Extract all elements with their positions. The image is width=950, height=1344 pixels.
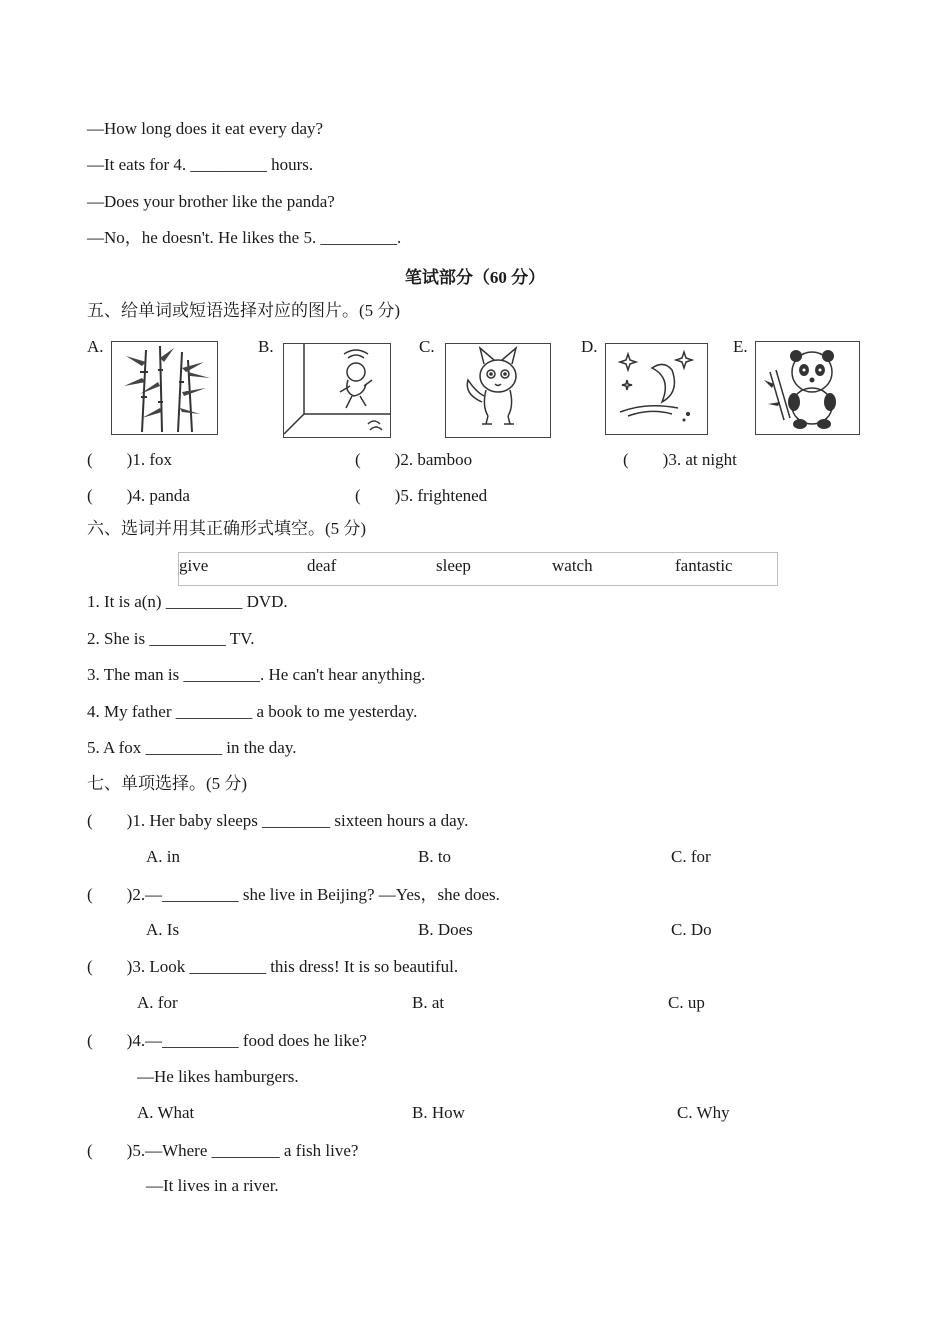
moon-icon bbox=[606, 344, 707, 434]
section6-question-5: 5. A fox _________ in the day. bbox=[87, 738, 297, 757]
frightened-child-icon bbox=[284, 344, 390, 437]
written-part-title: 笔试部分（60 分） bbox=[404, 268, 546, 287]
section5-title: 五、给单词或短语选择对应的图片。(5 分) bbox=[87, 301, 401, 320]
picture-label-e: E. bbox=[733, 337, 748, 356]
q5-answer-line: —It lives in a river. bbox=[146, 1176, 279, 1195]
dialogue-line-2: —It eats for 4. _________ hours. bbox=[87, 155, 314, 174]
section7-question-5: ( )5.—Where ________ a fish live? bbox=[87, 1141, 359, 1160]
picture-label-a: A. bbox=[87, 337, 104, 356]
q3-option-b: B. at bbox=[412, 993, 445, 1012]
word-bank-word: sleep bbox=[436, 556, 471, 575]
q3-option-a: A. for bbox=[137, 993, 178, 1012]
section5-item-4: ( )4. panda bbox=[87, 486, 190, 505]
bamboo-picture bbox=[111, 341, 218, 435]
section5-item-3: ( )3. at night bbox=[623, 450, 737, 469]
frightened-child-picture bbox=[283, 343, 391, 438]
q4-answer-line: —He likes hamburgers. bbox=[137, 1067, 299, 1086]
q4-option-b: B. How bbox=[412, 1103, 465, 1122]
panda-icon bbox=[756, 342, 859, 434]
section7-question-4: ( )4.—_________ food does he like? bbox=[87, 1031, 367, 1050]
section7-question-3: ( )3. Look _________ this dress! It is so beautiful. bbox=[87, 957, 459, 976]
bamboo-icon bbox=[112, 342, 217, 434]
dialogue-line-4: —No，he doesn't. He likes the 5. _________. bbox=[87, 228, 402, 247]
section7-question-1: ( )1. Her baby sleeps ________ sixteen hours a day. bbox=[87, 811, 469, 830]
dialogue-line-1: —How long does it eat every day? bbox=[87, 119, 324, 138]
section7-question-2: ( )2.—_________ she live in Beijing? —Yes，she does. bbox=[87, 885, 500, 904]
word-bank-word: watch bbox=[552, 556, 593, 575]
dialogue-line-3: —Does your brother like the panda? bbox=[87, 192, 335, 211]
section7-title: 七、单项选择。(5 分) bbox=[87, 774, 248, 793]
section6-question-1: 1. It is a(n) _________ DVD. bbox=[87, 592, 288, 611]
q1-option-b: B. to bbox=[418, 847, 452, 866]
q2-option-b: B. Does bbox=[418, 920, 473, 939]
q4-option-a: A. What bbox=[137, 1103, 195, 1122]
word-bank bbox=[178, 552, 778, 586]
q2-option-c: C. Do bbox=[671, 920, 712, 939]
section6-question-4: 4. My father _________ a book to me yesterday. bbox=[87, 702, 418, 721]
word-bank-word: give bbox=[179, 556, 209, 575]
section5-item-1: ( )1. fox bbox=[87, 450, 172, 469]
picture-label-b: B. bbox=[258, 337, 274, 356]
picture-label-c: C. bbox=[419, 337, 435, 356]
fox-icon bbox=[446, 344, 550, 437]
panda-picture bbox=[755, 341, 860, 435]
q3-option-c: C. up bbox=[668, 993, 705, 1012]
fox-picture bbox=[445, 343, 551, 438]
section5-item-2: ( )2. bamboo bbox=[355, 450, 473, 469]
q1-option-c: C. for bbox=[671, 847, 711, 866]
section6-question-3: 3. The man is _________. He can't hear anything. bbox=[87, 665, 426, 684]
q2-option-a: A. Is bbox=[146, 920, 180, 939]
night-moon-picture bbox=[605, 343, 708, 435]
section6-title: 六、选词并用其正确形式填空。(5 分) bbox=[87, 519, 367, 538]
section5-item-5: ( )5. frightened bbox=[355, 486, 488, 505]
q1-option-a: A. in bbox=[146, 847, 180, 866]
word-bank-word: deaf bbox=[307, 556, 337, 575]
section6-question-2: 2. She is _________ TV. bbox=[87, 629, 255, 648]
picture-label-d: D. bbox=[581, 337, 598, 356]
word-bank-word: fantastic bbox=[675, 556, 733, 575]
q4-option-c: C. Why bbox=[677, 1103, 730, 1122]
